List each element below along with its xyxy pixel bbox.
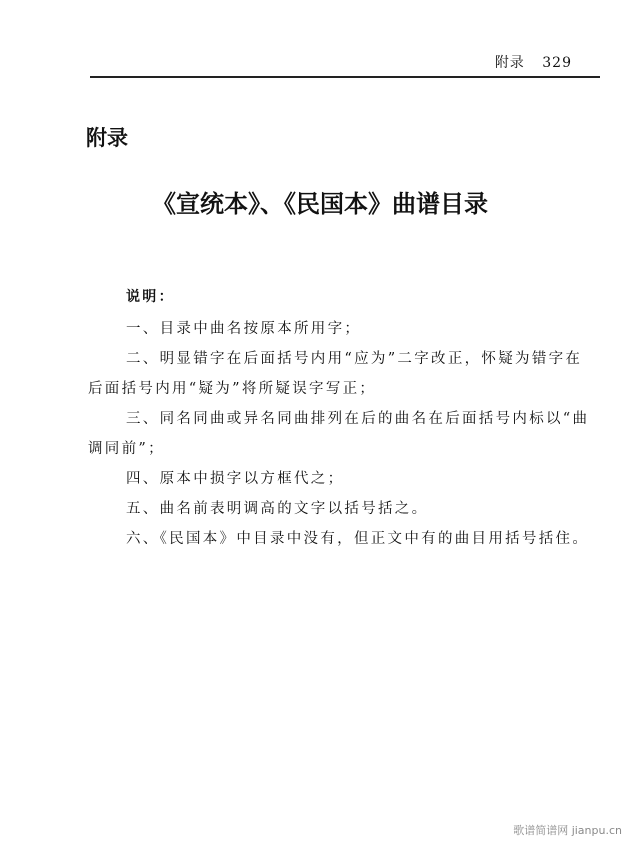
note-item-3: 三、同名同曲或异名同曲排列在后的曲名在后面括号内标以“曲调同前”； <box>88 411 590 457</box>
header-rule <box>90 76 600 78</box>
section-title: 附录 <box>86 126 128 150</box>
running-header <box>495 52 572 72</box>
note-item-5: 五、曲名前表明调高的文字以括号括之。 <box>126 501 429 517</box>
note-item-6: 六、《民国本》中目录中没有，但正文中有的曲目用括号括住。 <box>126 531 590 547</box>
notes-block <box>88 282 593 554</box>
note-item-4: 四、原本中损字以方框代之； <box>126 471 345 487</box>
page-number: 329 <box>542 55 572 71</box>
running-header-section: 附录 <box>494 55 525 71</box>
watermark: 歌谱简谱网 jianpu.cn <box>513 824 622 837</box>
notes-heading: 说明： <box>126 289 175 305</box>
main-title: 《宣统本》、《民国本》曲谱目录 <box>152 190 488 218</box>
note-item-1: 一、目录中曲名按原本所用字； <box>126 321 362 337</box>
note-item-2: 二、明显错字在后面括号内用“应为”二字改正，怀疑为错字在后面括号内用“疑为”将所疑误字写正； <box>88 351 583 397</box>
